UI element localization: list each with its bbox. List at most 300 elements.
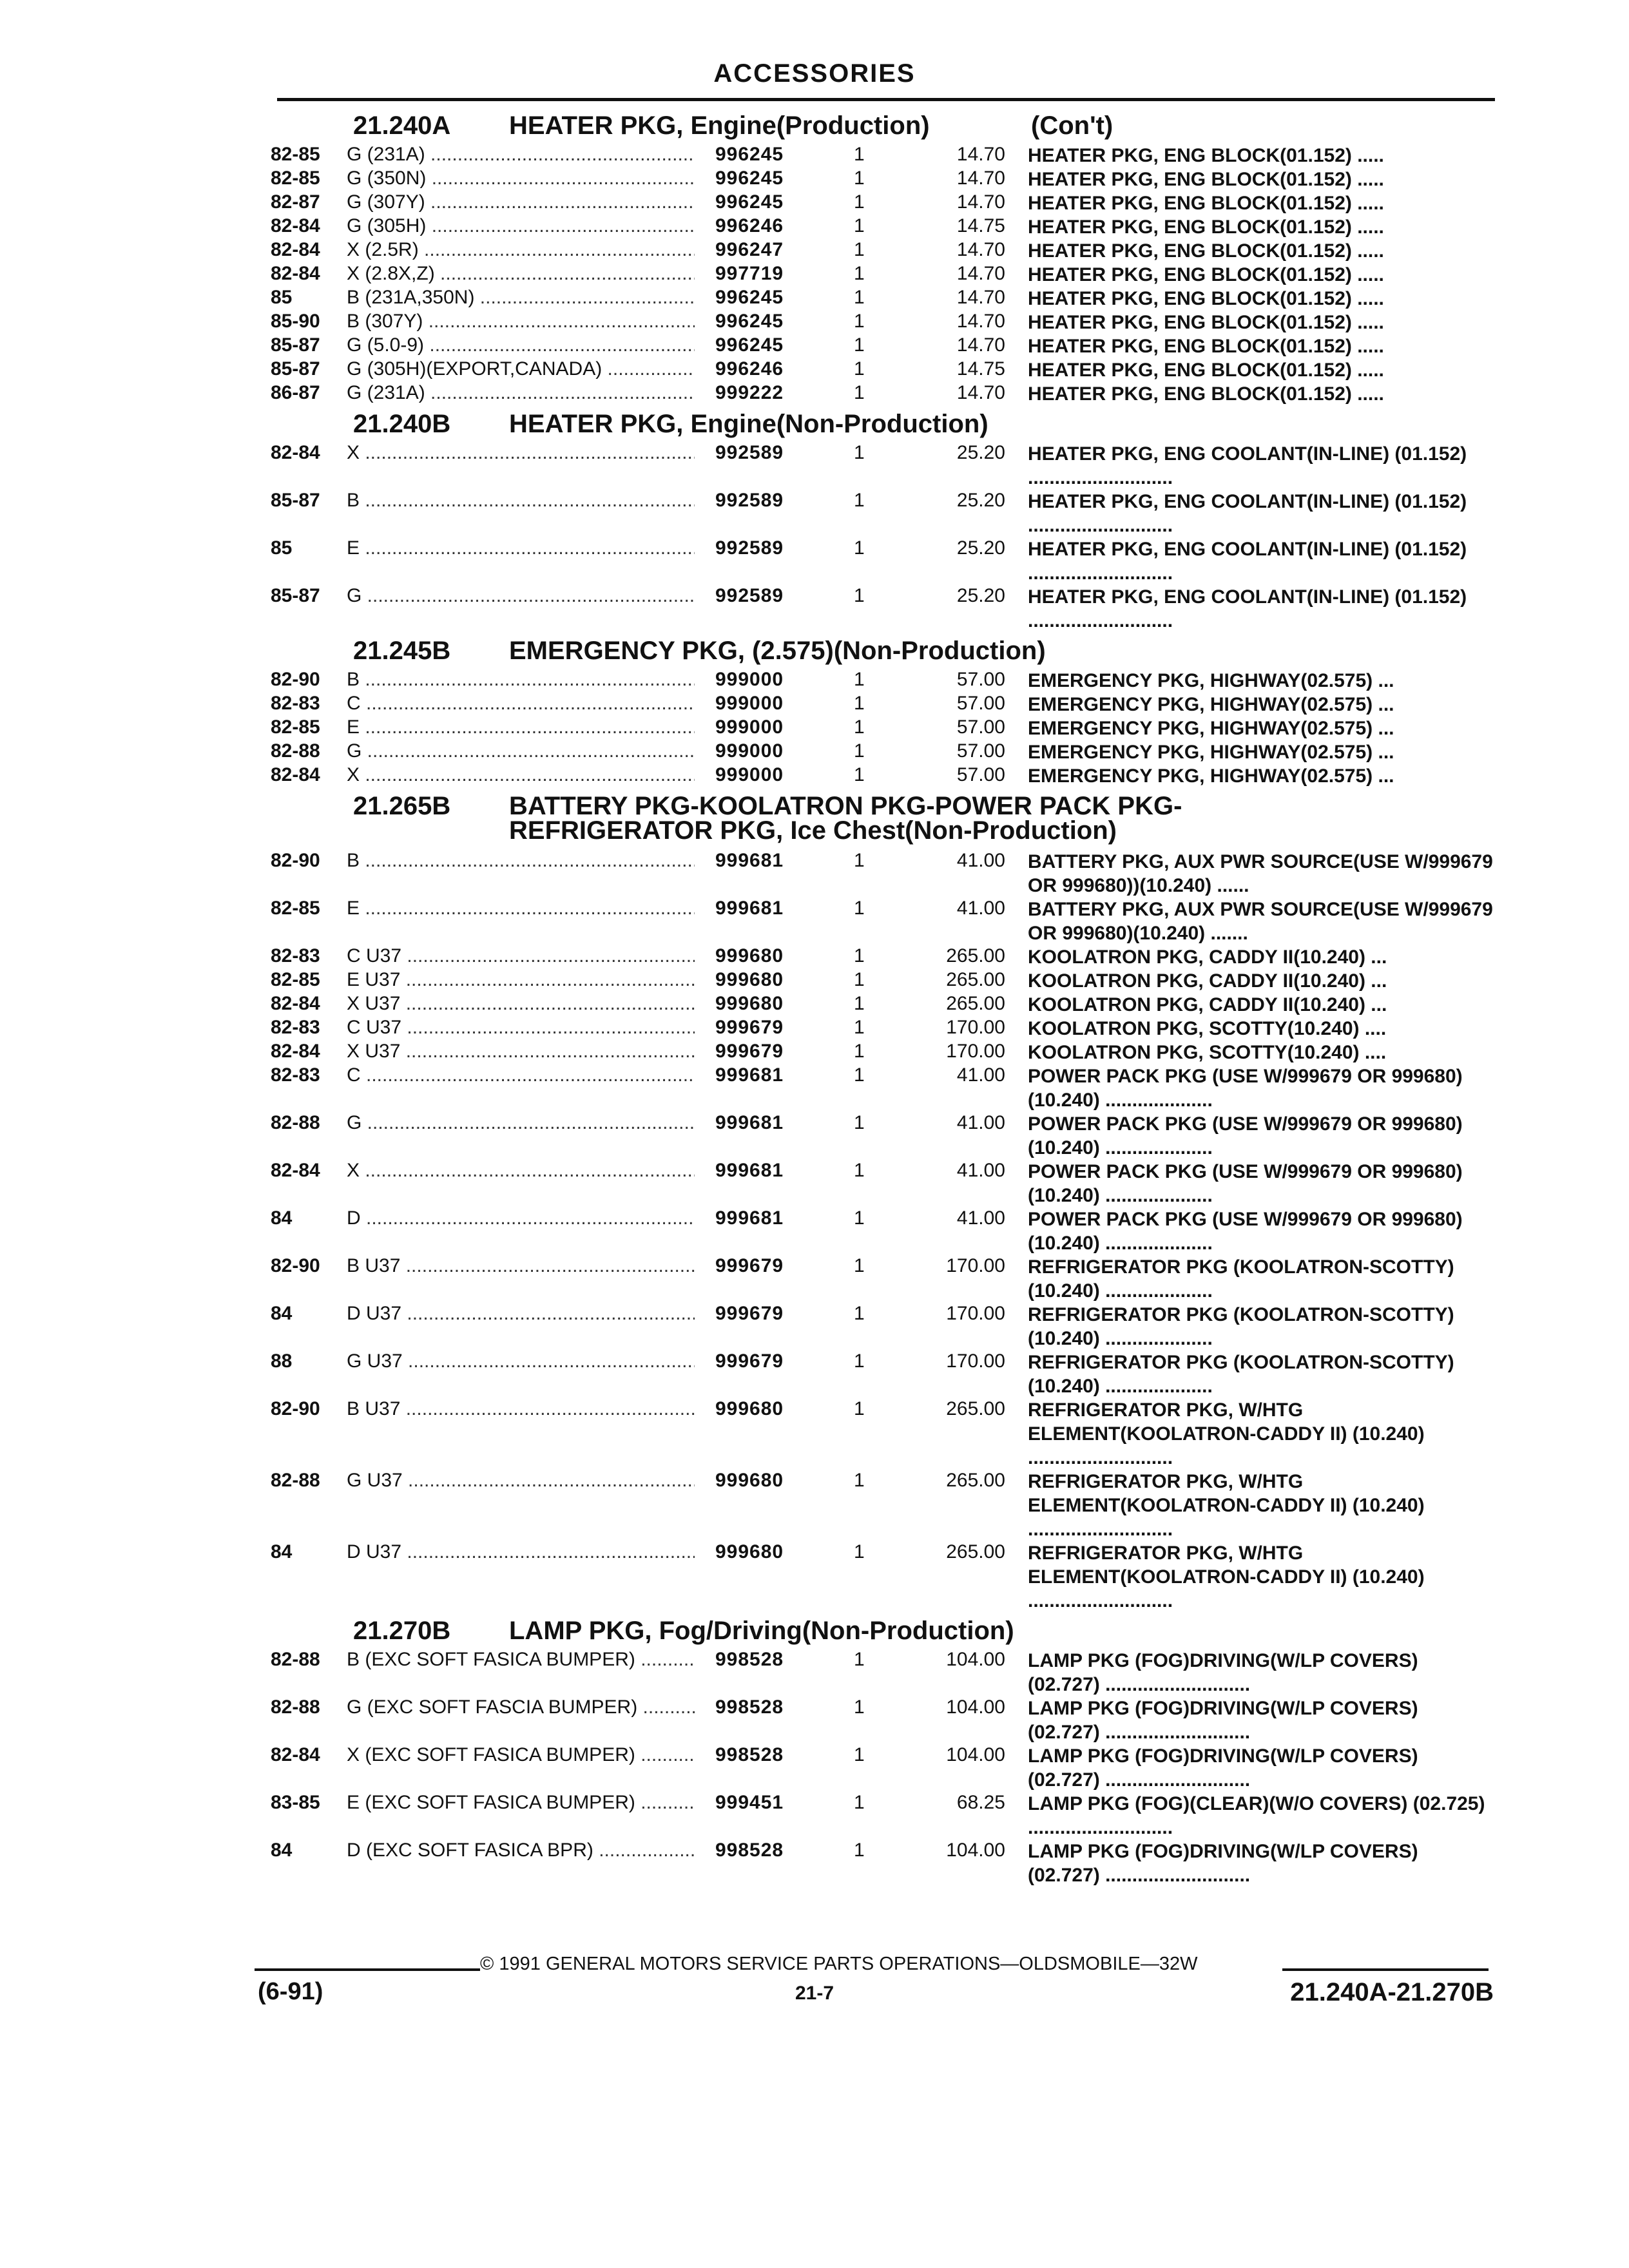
row-model: G (350N) ..... [347,168,695,189]
footer-copyright: © 1991 GENERAL MOTORS SERVICE PARTS OPERATIONS—OLDSMOBILE—32W [480,1954,1198,1974]
row-price: 57.00 [956,764,1005,785]
row-quantity: 1 [854,1112,865,1133]
row-part-number: 999680 [715,1541,784,1562]
row-model: D U37 ..... [347,1541,695,1563]
row-part-number: 999000 [715,693,784,714]
row-model: D U37 ..... [347,1303,695,1325]
row-description: HEATER PKG, ENG BLOCK(01.152) ..... [1028,169,1384,190]
row-model: X U37 ..... [347,1041,695,1062]
section-number: 21.265B [353,792,451,820]
row-model: X (2.8X,Z) ..... [347,263,695,285]
row-price: 265.00 [946,1541,1005,1562]
section-number: 21.270B [353,1617,451,1645]
row-years: 82-83 [271,693,320,714]
row-model: E (EXC SOFT FASICA BUMPER) ..... [347,1792,695,1814]
row-years: 82-88 [271,740,320,762]
row-quantity: 1 [854,287,865,308]
row-years: 82-84 [271,1744,320,1765]
row-quantity: 1 [854,1160,865,1181]
row-description: HEATER PKG, ENG COOLANT(IN-LINE) (01.152) ........................... [1028,539,1467,584]
row-price: 104.00 [946,1649,1005,1670]
row-part-number: 996246 [715,215,784,236]
row-price: 25.20 [956,537,1005,559]
row-years: 82-84 [271,1160,320,1181]
parts-row [271,1791,1495,1838]
row-years: 86-87 [271,382,320,403]
section-title: HEATER PKG, Engine(Production) [509,111,930,140]
row-description: HEATER PKG, ENG BLOCK(01.152) ..... [1028,193,1384,214]
parts-row [271,1397,1495,1468]
row-description: POWER PACK PKG (USE W/999679 OR 999680)(10.240) .................... [1028,1209,1463,1254]
row-model: C ..... [347,1064,695,1086]
row-model: G U37 ..... [347,1470,695,1492]
row-model: D (EXC SOFT FASICA BPR) ..... [347,1840,695,1861]
header-rule [277,98,1495,101]
row-description: REFRIGERATOR PKG (KOOLATRON-SCOTTY)(10.240) .................... [1028,1352,1454,1397]
row-model: B U37 ..... [347,1398,695,1420]
row-part-number: 996247 [715,239,784,260]
row-model: E U37 ..... [347,969,695,991]
row-part-number: 999681 [715,1112,784,1133]
row-years: 88 [271,1350,293,1372]
row-part-number: 996245 [715,334,784,356]
row-model: X ..... [347,442,695,464]
row-part-number: 999680 [715,993,784,1014]
row-quantity: 1 [854,168,865,189]
row-model: G ..... [347,1112,695,1134]
row-quantity: 1 [854,945,865,966]
row-years: 85-87 [271,490,320,511]
parts-row [271,584,1495,631]
row-description: HEATER PKG, ENG BLOCK(01.152) ..... [1028,145,1384,166]
section-header [271,1611,1495,1648]
parts-row [271,1349,1495,1397]
parts-row [271,488,1495,536]
row-price: 57.00 [956,693,1005,714]
row-part-number: 996245 [715,287,784,308]
row-part-number: 999679 [715,1017,784,1038]
row-model: G ..... [347,585,695,607]
row-quantity: 1 [854,764,865,785]
row-price: 170.00 [946,1350,1005,1372]
row-part-number: 998528 [715,1649,784,1670]
parts-row [271,441,1495,488]
parts-row [271,668,1495,691]
parts-row [271,1695,1495,1743]
row-model: B (EXC SOFT FASICA BUMPER) ..... [347,1649,695,1671]
row-quantity: 1 [854,969,865,990]
row-part-number: 992589 [715,442,784,463]
row-part-number: 999680 [715,1398,784,1419]
row-quantity: 1 [854,442,865,463]
row-model: G (231A) ..... [347,382,695,404]
row-price: 170.00 [946,1303,1005,1324]
parts-row [271,1254,1495,1302]
row-years: 85-87 [271,358,320,380]
row-model: G (5.0-9) ..... [347,334,695,356]
row-part-number: 999681 [715,1160,784,1181]
row-years: 82-90 [271,1255,320,1276]
row-part-number: 999679 [715,1255,784,1276]
row-description: LAMP PKG (FOG)DRIVING(W/LP COVERS) (02.727) ........................... [1028,1698,1418,1743]
row-years: 82-84 [271,239,320,260]
row-quantity: 1 [854,191,865,213]
row-years: 82-88 [271,1696,320,1718]
row-quantity: 1 [854,1541,865,1562]
row-model: G (305H) ..... [347,215,695,237]
row-price: 14.70 [956,144,1005,165]
row-years: 82-90 [271,850,320,871]
row-quantity: 1 [854,311,865,332]
row-description: HEATER PKG, ENG BLOCK(01.152) ..... [1028,264,1384,285]
row-description: REFRIGERATOR PKG, W/HTG ELEMENT(KOOLATRON-CADDY II) (10.240) ........................... [1028,1399,1425,1468]
row-description: EMERGENCY PKG, HIGHWAY(02.575) ... [1028,694,1394,715]
footer-page-number: 21-7 [795,1983,834,2004]
row-part-number: 999000 [715,740,784,762]
parts-row [271,715,1495,739]
row-quantity: 1 [854,239,865,260]
row-price: 25.20 [956,490,1005,511]
row-part-number: 999451 [715,1792,784,1813]
row-years: 82-85 [271,716,320,738]
row-quantity: 1 [854,358,865,380]
parts-row [271,1015,1495,1039]
parts-row [271,214,1495,238]
parts-row [271,190,1495,214]
row-quantity: 1 [854,1255,865,1276]
row-description: HEATER PKG, ENG BLOCK(01.152) ..... [1028,336,1384,357]
parts-row [271,1039,1495,1063]
row-description: EMERGENCY PKG, HIGHWAY(02.575) ... [1028,718,1394,739]
row-years: 84 [271,1303,293,1324]
row-price: 41.00 [956,1064,1005,1086]
row-price: 14.70 [956,168,1005,189]
parts-row [271,1743,1495,1791]
row-quantity: 1 [854,382,865,403]
parts-row [271,1111,1495,1158]
row-quantity: 1 [854,1041,865,1062]
parts-row [271,691,1495,715]
row-years: 82-84 [271,993,320,1014]
row-quantity: 1 [854,850,865,871]
row-model: C U37 ..... [347,945,695,967]
row-description: REFRIGERATOR PKG, W/HTG ELEMENT(KOOLATRON-CADDY II) (10.240) ........................... [1028,1542,1425,1611]
row-model: E ..... [347,716,695,738]
parts-list [271,106,1495,1886]
row-price: 14.75 [956,358,1005,380]
row-price: 14.75 [956,215,1005,236]
row-years: 82-88 [271,1649,320,1670]
parts-row [271,536,1495,584]
row-part-number: 998528 [715,1744,784,1765]
row-quantity: 1 [854,1840,865,1861]
section-title: EMERGENCY PKG, (2.575)(Non-Production) [509,637,1046,665]
parts-row [271,763,1495,787]
row-price: 104.00 [946,1744,1005,1765]
row-part-number: 996245 [715,311,784,332]
row-description: HEATER PKG, ENG BLOCK(01.152) ..... [1028,312,1384,333]
row-quantity: 1 [854,1207,865,1229]
row-quantity: 1 [854,1744,865,1765]
row-price: 170.00 [946,1255,1005,1276]
row-years: 84 [271,1207,293,1229]
row-description: HEATER PKG, ENG COOLANT(IN-LINE) (01.152) ........................... [1028,443,1467,488]
section-header [271,106,1495,142]
row-years: 82-84 [271,764,320,785]
row-quantity: 1 [854,716,865,738]
section-continued: (Con't) [1031,111,1113,140]
row-quantity: 1 [854,669,865,690]
row-years: 82-84 [271,442,320,463]
row-model: G (EXC SOFT FASCIA BUMPER) ..... [347,1696,695,1718]
row-model: G (305H)(EXPORT,CANADA) ..... [347,358,695,380]
row-description: HEATER PKG, ENG BLOCK(01.152) ..... [1028,288,1384,309]
row-model: G U37 ..... [347,1350,695,1372]
parts-row [271,333,1495,357]
row-price: 265.00 [946,969,1005,990]
row-model: B ..... [347,669,695,691]
row-quantity: 1 [854,740,865,762]
row-model: E ..... [347,898,695,919]
row-years: 85-90 [271,311,320,332]
row-description: BATTERY PKG, AUX PWR SOURCE(USE W/999679 OR 999680))(10.240) ...... [1028,851,1493,896]
row-part-number: 996246 [715,358,784,380]
page-title: ACCESSORIES [713,59,916,88]
row-price: 265.00 [946,1470,1005,1491]
row-part-number: 996245 [715,144,784,165]
row-quantity: 1 [854,1064,865,1086]
row-years: 82-88 [271,1470,320,1491]
row-quantity: 1 [854,993,865,1014]
row-quantity: 1 [854,898,865,919]
row-model: B (231A,350N) ..... [347,287,695,309]
row-description: KOOLATRON PKG, SCOTTY(10.240) .... [1028,1018,1387,1039]
row-quantity: 1 [854,1470,865,1491]
parts-row [271,1206,1495,1254]
row-years: 82-90 [271,1398,320,1419]
row-price: 170.00 [946,1017,1005,1038]
footer-date-code: (6-91) [258,1978,323,2005]
row-part-number: 992589 [715,537,784,559]
row-years: 85 [271,287,293,308]
parts-row [271,896,1495,944]
parts-row [271,285,1495,309]
row-years: 82-87 [271,191,320,213]
row-years: 85-87 [271,585,320,606]
row-years: 84 [271,1840,293,1861]
row-part-number: 999679 [715,1041,784,1062]
row-part-number: 999680 [715,1470,784,1491]
row-description: POWER PACK PKG (USE W/999679 OR 999680)(10.240) .................... [1028,1066,1463,1111]
parts-row [271,238,1495,262]
row-years: 82-85 [271,144,320,165]
parts-row [271,849,1495,896]
row-part-number: 999222 [715,382,784,403]
row-model: B U37 ..... [347,1255,695,1277]
parts-row [271,166,1495,190]
row-years: 84 [271,1541,293,1562]
row-description: KOOLATRON PKG, CADDY II(10.240) ... [1028,994,1387,1015]
row-part-number: 999680 [715,969,784,990]
row-model: G ..... [347,740,695,762]
row-quantity: 1 [854,1350,865,1372]
parts-row [271,142,1495,166]
row-price: 14.70 [956,263,1005,284]
row-quantity: 1 [854,585,865,606]
row-description: REFRIGERATOR PKG (KOOLATRON-SCOTTY)(10.240) .................... [1028,1256,1454,1302]
row-price: 104.00 [946,1696,1005,1718]
section-number: 21.240B [353,410,451,438]
row-description: LAMP PKG (FOG)DRIVING(W/LP COVERS) (02.727) ........................... [1028,1745,1418,1791]
row-model: X ..... [347,764,695,786]
parts-row [271,1648,1495,1695]
row-price: 68.25 [956,1792,1005,1813]
footer-rule-right [1282,1968,1489,1971]
row-price: 41.00 [956,1112,1005,1133]
row-description: REFRIGERATOR PKG, W/HTG ELEMENT(KOOLATRON-CADDY II) (10.240) ........................... [1028,1471,1425,1540]
parts-row [271,262,1495,285]
row-part-number: 997719 [715,263,784,284]
section-header [271,787,1495,849]
row-quantity: 1 [854,1303,865,1324]
row-years: 82-85 [271,168,320,189]
parts-row [271,1540,1495,1611]
row-quantity: 1 [854,1017,865,1038]
row-quantity: 1 [854,1649,865,1670]
row-quantity: 1 [854,263,865,284]
row-description: EMERGENCY PKG, HIGHWAY(02.575) ... [1028,670,1394,691]
row-part-number: 999681 [715,898,784,919]
row-model: G (307Y) ..... [347,191,695,213]
parts-row [271,1302,1495,1349]
parts-row [271,992,1495,1015]
row-description: LAMP PKG (FOG)DRIVING(W/LP COVERS) (02.727) ........................... [1028,1841,1418,1886]
row-description: HEATER PKG, ENG BLOCK(01.152) ..... [1028,216,1384,238]
row-part-number: 999680 [715,945,784,966]
row-model: B ..... [347,850,695,872]
row-part-number: 998528 [715,1696,784,1718]
row-part-number: 999000 [715,764,784,785]
row-part-number: 998528 [715,1840,784,1861]
row-part-number: 999679 [715,1303,784,1324]
row-years: 82-85 [271,898,320,919]
parts-row [271,944,1495,968]
row-description: KOOLATRON PKG, CADDY II(10.240) ... [1028,947,1387,968]
row-model: D ..... [347,1207,695,1229]
row-part-number: 999000 [715,716,784,738]
parts-row [271,1063,1495,1111]
row-years: 85-87 [271,334,320,356]
section-title: BATTERY PKG-KOOLATRON PKG-POWER PACK PKG- [509,792,1182,820]
section-number: 21.245B [353,637,451,665]
parts-row [271,1468,1495,1540]
section-header [271,631,1495,668]
row-quantity: 1 [854,1398,865,1419]
row-part-number: 996245 [715,191,784,213]
row-quantity: 1 [854,215,865,236]
row-quantity: 1 [854,1696,865,1718]
row-description: POWER PACK PKG (USE W/999679 OR 999680)(10.240) .................... [1028,1161,1463,1206]
row-part-number: 999681 [715,1064,784,1086]
row-quantity: 1 [854,537,865,559]
row-description: HEATER PKG, ENG COOLANT(IN-LINE) (01.152) ........................... [1028,586,1467,631]
row-price: 25.20 [956,585,1005,606]
row-years: 82-84 [271,263,320,284]
row-description: KOOLATRON PKG, CADDY II(10.240) ... [1028,970,1387,992]
row-price: 57.00 [956,740,1005,762]
row-model: B (307Y) ..... [347,311,695,332]
row-model: X ..... [347,1160,695,1182]
footer-section-range: 21.240A-21.270B [1290,1978,1494,2006]
row-description: EMERGENCY PKG, HIGHWAY(02.575) ... [1028,765,1394,787]
row-quantity: 1 [854,490,865,511]
row-description: KOOLATRON PKG, SCOTTY(10.240) .... [1028,1042,1387,1063]
row-description: BATTERY PKG, AUX PWR SOURCE(USE W/999679 OR 999680)(10.240) ....... [1028,899,1493,944]
row-price: 14.70 [956,287,1005,308]
section-header [271,405,1495,441]
row-model: C U37 ..... [347,1017,695,1039]
parts-row [271,357,1495,381]
row-quantity: 1 [854,144,865,165]
row-years: 82-85 [271,969,320,990]
section-title: LAMP PKG, Fog/Driving(Non-Production) [509,1617,1014,1645]
row-part-number: 999681 [715,850,784,871]
row-years: 83-85 [271,1792,320,1813]
parts-row [271,1158,1495,1206]
row-model: G (231A) ..... [347,144,695,166]
row-description: LAMP PKG (FOG)DRIVING(W/LP COVERS) (02.727) ........................... [1028,1650,1418,1695]
row-description: REFRIGERATOR PKG (KOOLATRON-SCOTTY)(10.240) .................... [1028,1304,1454,1349]
row-years: 82-83 [271,1064,320,1086]
row-price: 41.00 [956,1207,1005,1229]
row-price: 14.70 [956,382,1005,403]
row-price: 57.00 [956,669,1005,690]
row-years: 82-88 [271,1112,320,1133]
section-title: HEATER PKG, Engine(Non-Production) [509,410,988,438]
row-price: 14.70 [956,311,1005,332]
row-quantity: 1 [854,1792,865,1813]
row-description: HEATER PKG, ENG COOLANT(IN-LINE) (01.152) ........................... [1028,491,1467,536]
parts-row [271,1838,1495,1886]
row-years: 82-84 [271,215,320,236]
row-description: POWER PACK PKG (USE W/999679 OR 999680)(10.240) .................... [1028,1113,1463,1158]
row-price: 25.20 [956,442,1005,463]
row-part-number: 999679 [715,1350,784,1372]
row-model: X (2.5R) ..... [347,239,695,261]
row-model: C ..... [347,693,695,715]
row-price: 41.00 [956,1160,1005,1181]
row-price: 104.00 [946,1840,1005,1861]
row-years: 82-90 [271,669,320,690]
row-part-number: 999000 [715,669,784,690]
row-part-number: 999681 [715,1207,784,1229]
row-price: 170.00 [946,1041,1005,1062]
row-description: LAMP PKG (FOG)(CLEAR)(W/O COVERS) (02.725) ........................... [1028,1793,1485,1838]
parts-row [271,309,1495,333]
row-part-number: 992589 [715,490,784,511]
parts-row [271,739,1495,763]
row-description: HEATER PKG, ENG BLOCK(01.152) ..... [1028,360,1384,381]
row-description: HEATER PKG, ENG BLOCK(01.152) ..... [1028,383,1384,405]
row-price: 41.00 [956,850,1005,871]
row-model: X U37 ..... [347,993,695,1015]
row-model: E ..... [347,537,695,559]
row-part-number: 992589 [715,585,784,606]
section-title-line2: REFRIGERATOR PKG, Ice Chest(Non-Production) [509,816,1117,845]
row-model: X (EXC SOFT FASICA BUMPER) ..... [347,1744,695,1766]
row-model: B ..... [347,490,695,512]
row-price: 57.00 [956,716,1005,738]
